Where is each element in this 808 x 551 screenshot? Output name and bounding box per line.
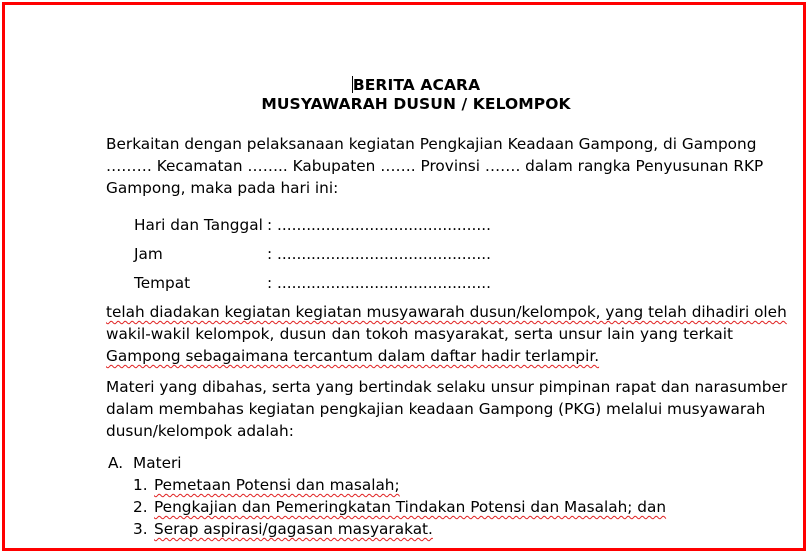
paragraph-line: dusun/kelompok adalah: <box>106 422 294 440</box>
list-number: 3. <box>133 520 148 538</box>
list-item-text: Serap aspirasi/gagasan masyarakat. <box>154 520 433 538</box>
field-label: Hari dan Tanggal <box>134 216 263 234</box>
paragraph-line: telah diadakan kegiatan kegiatan musyawarah dusun/kelompok, yang telah dihadiri oleh <box>106 303 787 321</box>
list-item <box>133 474 400 496</box>
field-label: Tempat <box>134 274 191 292</box>
paragraph-attendance <box>106 301 787 367</box>
paragraph-line: Gampong, maka pada hari ini: <box>106 179 339 197</box>
field-label: Jam <box>134 245 163 263</box>
list-item-text: Pemetaan Potensi dan masalah; <box>154 476 400 494</box>
list-number: 2. <box>133 498 148 516</box>
list-item <box>133 496 666 518</box>
paragraph-intro <box>106 133 764 199</box>
document-title-line1 <box>0 76 808 94</box>
paragraph-line: dalam membahas kegiatan pengkajian keadaan Gampong (PKG) melalui musyawarah <box>106 400 766 418</box>
document-title-line2: MUSYAWARAH DUSUN / KELOMPOK <box>261 95 571 113</box>
field-value: : ............................................ <box>267 274 491 292</box>
section-label: Materi <box>133 454 182 472</box>
field-hari-tanggal <box>134 214 491 236</box>
list-item-text: Pengkajian dan Pemeringkatan Tindakan Potensi dan Masalah; dan <box>154 498 667 516</box>
paragraph-line: Materi yang dibahas, serta yang bertindak selaku unsur pimpinan rapat dan narasumber <box>106 378 788 396</box>
field-tempat <box>134 272 491 294</box>
list-item <box>133 518 433 540</box>
paragraph-line: ……… Kecamatan …….. Kabupaten ……. Provinsi ……. dalam rangka Penyusunan RKP <box>106 157 764 175</box>
paragraph-line: Gampong sebagaimana tercantum dalam daftar hadir terlampir. <box>106 347 600 365</box>
section-a-heading <box>108 452 182 474</box>
title-text: BERITA ACARA <box>352 76 481 94</box>
field-value: : ............................................ <box>267 245 491 263</box>
list-marker: A. <box>108 454 124 472</box>
paragraph-line: wakil-wakil kelompok, dusun dan tokoh masyarakat, serta unsur lain yang terkait <box>106 325 733 343</box>
paragraph-materials <box>106 376 788 442</box>
list-number: 1. <box>133 476 148 494</box>
field-jam <box>134 243 491 265</box>
paragraph-line: Berkaitan dengan pelaksanaan kegiatan Pengkajian Keadaan Gampong, di Gampong <box>106 135 757 153</box>
field-value: : ............................................ <box>267 216 491 234</box>
